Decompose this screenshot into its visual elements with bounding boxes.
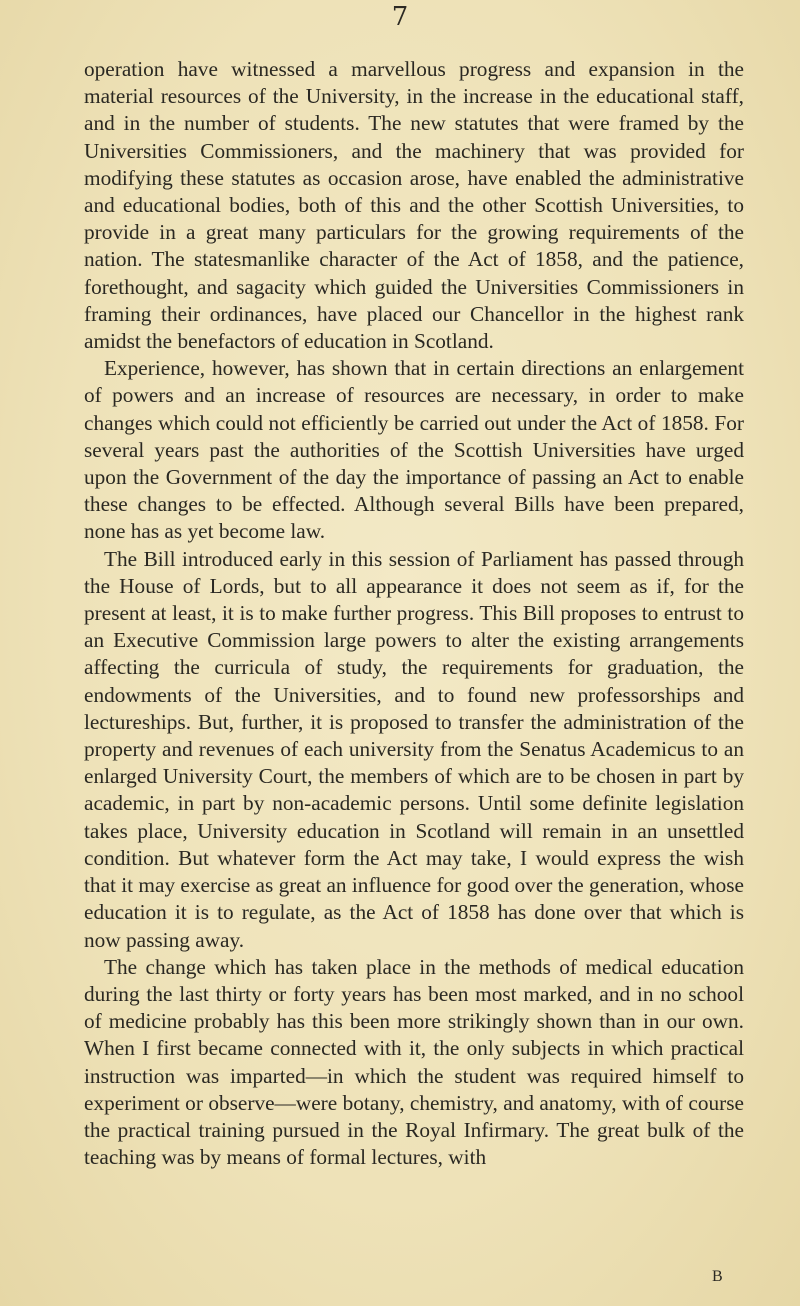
paragraph-3: The Bill introduced early in this session of Parliament has passed through the House of Lords, but to all appearance it does not seem as if, for the present at least, it is to make further progress. This Bill proposes to entrust to an Executive Commission large powers to alter the existing arrangements affecting the curricula of study, the requirements for graduation, the endowments of the Universities, and to found new professorships and lectureships. But, further, it is proposed to transfer the administration of the property and revenues of each university from the Senatus Academicus to an enlarged University Court, the members of which are to be chosen in part by academic, in part by non-academic persons. Until some definite legislation takes place, University education in Scotland will remain in an unsettled condition. But whatever form the Act may take, I would express the wish that it may exercise as great an influence for good over the generation, whose education it is to regulate, as the Act of 1858 has done over that which is now passing away. — [84, 546, 744, 952]
paragraph-4: The change which has taken place in the methods of medical education during the last thirty or forty years has been most marked, and in no school of medicine probably has this been more strikingly shown than in our own. When I first became connected with it, the only subjects in which practical instruction was imparted—in which the student was required himself to experiment or observe—were botany, chemistry, and anatomy, with of course the practical training pursued in the Royal Infirmary. The great bulk of the teaching was by means of formal lectures, with — [84, 954, 744, 1170]
paragraph-1: operation have witnessed a marvellous progress and expansion in the material resources of the University, in the increase in the educational staff, and in the number of students. The new statutes that were framed by the Universities Commissioners, and the machinery that was provided for modifying these statutes as occasion arose, have enabled the administrative and educational bodies, both of this and the other Scottish Universities, to provide in a great many particulars for the growing requirements of the nation. The statesmanlike character of the Act of 1858, and the patience, forethought, and sagacity which guided the Universities Commissioners in framing their ordinances, have placed our Chancellor in the highest rank amidst the benefactors of education in Scotland. — [84, 57, 744, 354]
page-number: 7 — [391, 2, 409, 32]
paragraph-2: Experience, however, has shown that in certain directions an enlargement of powers and an increase of resources are necessary, in order to make changes which could not efficiently be carried out under the Act of 1858. For several years past the authorities of the Scottish Universities have urged upon the Government of the day the importance of passing an Act to enable these changes to be effected. Although several Bills have been prepared, none has as yet become law. — [84, 356, 744, 544]
body-text — [84, 56, 744, 1171]
signature-mark: B — [712, 1268, 723, 1285]
